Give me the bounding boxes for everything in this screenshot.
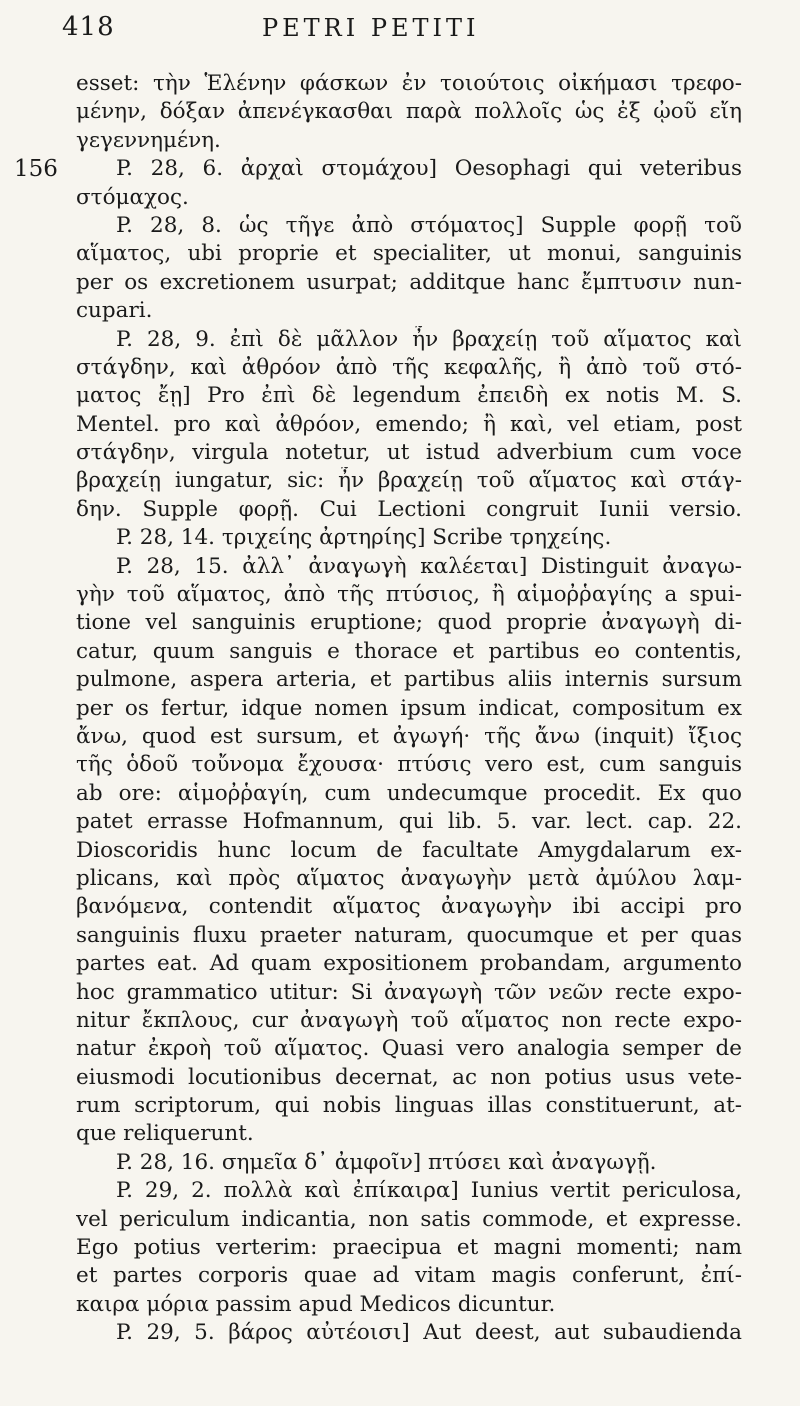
text-line: tione vel sanguinis eruptione; quod proprie ἀναγωγὴ di- bbox=[76, 610, 742, 636]
text-line: hoc grammatico utitur: Si ἀναγωγὴ τῶν νεῶν recte expo- bbox=[76, 979, 742, 1005]
text-line: στόμαχος. bbox=[76, 184, 189, 210]
text-line: eiusmodi locutionibus decernat, ac non potius usus vete- bbox=[76, 1064, 742, 1090]
running-head: PETRI PETITI bbox=[262, 14, 480, 42]
text-line: plicans, καὶ πρὸς αἵματος ἀναγωγὴν μετὰ ἀμύλου λαμ- bbox=[76, 865, 742, 891]
text-line: P. 28, 9. ἐπὶ δὲ μᾶλλον ἦν βραχείῃ τοῦ αἵματος καὶ bbox=[116, 326, 742, 352]
text-line: per os excretionem usurpat; additque hanc ἔμπτυσιν nun- bbox=[76, 269, 742, 295]
text-line: βανόμενα, contendit αἵματος ἀναγωγὴν ibi accipi pro bbox=[76, 894, 742, 920]
text-line: δην. Supple φορῇ. Cui Lectioni congruit Iunii versio. bbox=[76, 496, 742, 522]
text-line: patet errasse Hofmannum, qui lib. 5. var. lect. cap. 22. bbox=[76, 809, 742, 835]
text-line: στάγδην, virgula notetur, ut istud adverbium cum voce bbox=[76, 440, 742, 466]
text-line: ab ore: αἱμοῤῥαγίη, cum undecumque procedit. Ex quo bbox=[76, 780, 742, 806]
text-line: καιρα μόρια passim apud Medicos dicuntur. bbox=[76, 1291, 556, 1317]
text-line: cupari. bbox=[76, 298, 153, 324]
text-line: P. 29, 2. πολλὰ καὶ ἐπίκαιρα] Iunius vertit periculosa, bbox=[116, 1178, 742, 1204]
text-line: natur ἐκροὴ τοῦ αἵματος. Quasi vero analogia semper de bbox=[76, 1036, 742, 1062]
text-line: βραχείῃ iungatur, sic: ἦν βραχείῃ τοῦ αἵματος καὶ στάγ- bbox=[76, 468, 742, 494]
text-line: esset: τὴν Ἑλένην φάσκων ἐν τοιούτοις οἰκήμασι τρεφο- bbox=[76, 71, 742, 96]
text-line: pulmone, aspera arteria, et partibus aliis internis sursum bbox=[76, 667, 742, 693]
text-line: per os fertur, idque nomen ipsum indicat, compositum ex bbox=[76, 695, 742, 721]
text-line: μένην, δόξαν ἀπενέγκασθαι παρὰ πολλοῖς ὡς ἐξ ᾠοῦ εἴη bbox=[76, 99, 742, 125]
text-line: στάγδην, καὶ ἀθρόον ἀπὸ τῆς κεφαλῆς, ἢ ἀπὸ τοῦ στό- bbox=[76, 354, 742, 380]
text-line: αἵματος, ubi proprie et specialiter, ut monui, sanguinis bbox=[76, 241, 742, 267]
text-line: et partes corporis quae ad vitam magis conferunt, ἐπί- bbox=[76, 1263, 742, 1289]
text-line: nitur ἔκπλους, cur ἀναγωγὴ τοῦ αἵματος non recte expo- bbox=[76, 1007, 742, 1033]
text-line: catur, quum sanguis e thorace et partibus eo contentis, bbox=[76, 638, 742, 664]
text-line: que reliquerunt. bbox=[76, 1121, 254, 1147]
text-line: partes eat. Ad quam expositionem probandam, argumento bbox=[76, 951, 742, 977]
text-line: γὴν τοῦ αἵματος, ἀπὸ τῆς πτύσιος, ἢ αἱμοῤῥαγίης a spui- bbox=[76, 582, 742, 608]
text-line: Mentel. pro καὶ ἀθρόον, emendo; ἢ καὶ, vel etiam, post bbox=[76, 411, 742, 437]
text-line: Ego potius verterim: praecipua et magni momenti; nam bbox=[76, 1235, 742, 1261]
text-line: Dioscoridis hunc locum de facultate Amygdalarum ex- bbox=[76, 837, 742, 863]
text-line: vel periculum indicantia, non satis commode, et expresse. bbox=[76, 1206, 742, 1232]
text-line: P. 28, 14. τριχείης ἀρτηρίης] Scribe τρηχείης. bbox=[116, 525, 612, 551]
text-line: rum scriptorum, qui nobis linguas illas constituerunt, at- bbox=[76, 1093, 742, 1119]
text-line: P. 28, 8. ὡς τῆγε ἀπὸ στόματος] Supple φορῇ τοῦ bbox=[116, 212, 742, 238]
text-line: ματος ἔῃ] Pro ἐπὶ δὲ legendum ἐπειδὴ ex notis M. S. bbox=[76, 383, 742, 409]
text-line: γεγεννημένη. bbox=[76, 127, 221, 153]
text-line: τῆς ὁδοῦ τοὔνομα ἔχουσα· πτύσις vero est, cum sanguis bbox=[76, 752, 742, 778]
text-line: ἄνω, quod est sursum, et ἀγωγή· τῆς ἄνω (inquit) ἴξιος bbox=[76, 723, 742, 749]
text-line: sanguinis fluxu praeter naturam, quocumque et per quas bbox=[76, 922, 742, 948]
body-text bbox=[76, 70, 742, 1348]
margin-note-number: 156 bbox=[14, 156, 58, 182]
text-line: P. 28, 6. ἀρχαὶ στομάχου] Oesophagi qui veteribus bbox=[116, 156, 742, 182]
text-line: P. 29, 5. βάρος αὐτέοισι] Aut deest, aut subaudienda bbox=[116, 1320, 742, 1346]
page-number: 418 bbox=[62, 12, 115, 42]
text-line: P. 28, 16. σημεῖα δ᾽ ἀμφοῖν] πτύσει καὶ ἀναγωγῇ. bbox=[116, 1149, 657, 1175]
text-line: P. 28, 15. ἀλλ᾽ ἀναγωγὴ καλέεται] Distinguit ἀναγω- bbox=[116, 553, 742, 579]
page-header bbox=[62, 12, 742, 52]
